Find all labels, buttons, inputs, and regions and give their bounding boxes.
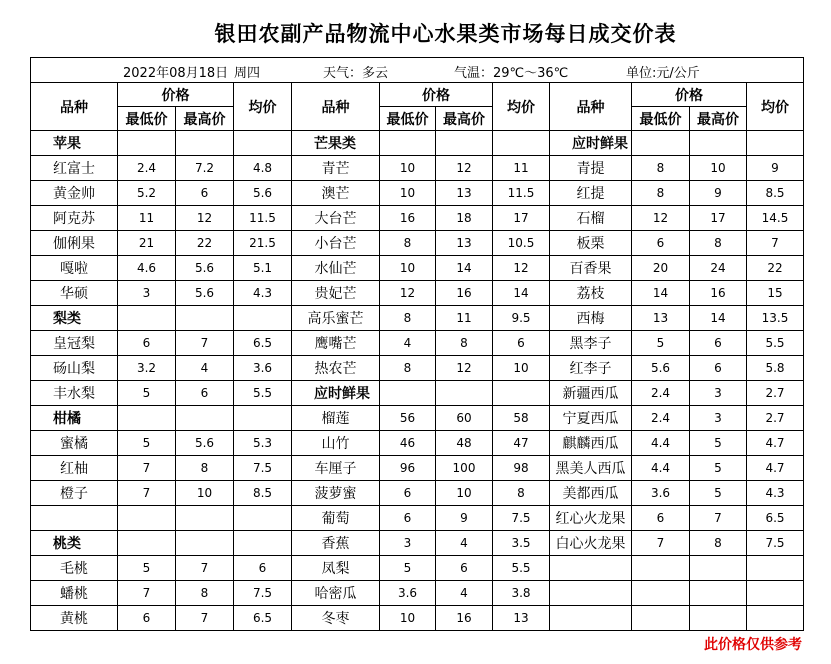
min-price-cell: 10 [380,156,436,181]
max-price-cell: 5 [690,481,747,506]
min-price-cell: 2.4 [632,381,690,406]
avg-price-cell: 7.5 [234,456,292,481]
variety-cell: 白心火龙果 [550,531,632,556]
max-price-cell: 7 [176,606,234,631]
avg-price-cell: 3.5 [493,531,550,556]
table-row [31,331,804,356]
variety-cell: 西梅 [550,306,632,331]
price-header: 价格 [632,83,747,107]
variety-cell: 百香果 [550,256,632,281]
category-label: 梨类 [31,306,118,331]
max-price-cell: 6 [436,556,493,581]
table-row [31,231,804,256]
category-label: 柑橘 [31,406,118,431]
variety-cell: 青芒 [292,156,380,181]
min-price-header: 最低价 [118,107,176,131]
avg-price-cell: 5.8 [747,356,804,381]
variety-cell: 蟠桃 [31,581,118,606]
min-price-cell: 56 [380,406,436,431]
weather-text: 天气：多云 [323,66,389,81]
min-price-cell: 2.4 [118,156,176,181]
avg-price-cell: 6 [234,556,292,581]
variety-cell: 红富士 [31,156,118,181]
avg-price-cell: 6 [493,331,550,356]
variety-cell: 阿克苏 [31,206,118,231]
variety-cell: 新疆西瓜 [550,381,632,406]
variety-cell: 车厘子 [292,456,380,481]
variety-cell: 皇冠梨 [31,331,118,356]
min-price-cell: 4.6 [118,256,176,281]
avg-price-cell: 7.5 [234,581,292,606]
max-price-cell: 60 [436,406,493,431]
variety-cell: 香蕉 [292,531,380,556]
variety-cell: 热农芒 [292,356,380,381]
variety-cell: 板栗 [550,231,632,256]
min-price-cell: 3 [380,531,436,556]
avg-price-cell: 7.5 [493,506,550,531]
max-price-cell: 6 [176,181,234,206]
max-price-cell: 4 [436,531,493,556]
avg-price-cell: 12 [493,256,550,281]
min-price-cell: 7 [118,581,176,606]
empty-cell [380,381,436,406]
avg-price-cell: 22 [747,256,804,281]
variety-cell: 红李子 [550,356,632,381]
variety-cell: 青提 [550,156,632,181]
min-price-cell: 5.6 [632,356,690,381]
max-price-cell: 5 [690,456,747,481]
max-price-cell: 5.6 [176,431,234,456]
avg-price-cell: 11.5 [493,181,550,206]
max-price-cell: 8 [690,531,747,556]
variety-cell: 蜜橘 [31,431,118,456]
empty-cell [176,506,234,531]
min-price-cell: 5 [632,331,690,356]
max-price-cell: 4 [176,356,234,381]
empty-cell [234,506,292,531]
page-title: 银田农副产品物流中心水果类市场每日成交价表 [214,22,677,46]
variety-cell: 大台芒 [292,206,380,231]
variety-cell: 小台芒 [292,231,380,256]
avg-price-cell: 4.7 [747,456,804,481]
price-header: 价格 [118,83,234,107]
avg-price-cell: 14 [493,281,550,306]
variety-cell: 冬枣 [292,606,380,631]
table-row [31,481,804,506]
empty-cell [176,531,234,556]
avg-price-cell: 58 [493,406,550,431]
min-price-cell: 5 [118,556,176,581]
max-price-cell: 8 [690,231,747,256]
min-price-cell: 5 [118,381,176,406]
avg-price-cell: 3.6 [234,356,292,381]
max-price-cell: 9 [436,506,493,531]
avg-price-cell: 13 [493,606,550,631]
variety-header: 品种 [31,83,118,131]
max-price-cell: 48 [436,431,493,456]
max-price-cell: 12 [436,156,493,181]
max-price-cell: 9 [690,181,747,206]
empty-cell [234,531,292,556]
empty-cell [234,131,292,156]
table-row [31,156,804,181]
max-price-cell: 7.2 [176,156,234,181]
max-price-cell: 8 [436,331,493,356]
max-price-cell: 16 [436,606,493,631]
empty-cell [493,381,550,406]
date-text: 2022年08月18日 [123,66,229,81]
avg-price-cell: 13.5 [747,306,804,331]
empty-cell [176,306,234,331]
empty-cell [690,131,747,156]
min-price-cell: 16 [380,206,436,231]
table-row [31,556,804,581]
variety-cell: 黑李子 [550,331,632,356]
empty-cell [176,406,234,431]
max-price-cell: 10 [436,481,493,506]
category-label: 应时鲜果 [550,131,632,156]
max-price-cell: 7 [690,506,747,531]
empty-cell [234,406,292,431]
table-row [31,531,804,556]
min-price-cell: 6 [118,606,176,631]
min-price-cell: 5 [380,556,436,581]
variety-cell: 榴莲 [292,406,380,431]
info-row [31,58,804,83]
variety-cell: 黄金帅 [31,181,118,206]
temperature-text: 气温：29℃～36℃ [454,66,569,81]
min-price-cell: 6 [632,231,690,256]
avg-price-cell: 8.5 [234,481,292,506]
min-price-cell: 12 [632,206,690,231]
max-price-cell: 10 [690,156,747,181]
variety-cell: 美都西瓜 [550,481,632,506]
variety-cell: 伽俐果 [31,231,118,256]
min-price-header: 最低价 [632,107,690,131]
min-price-cell: 8 [632,156,690,181]
max-price-cell: 5.6 [176,281,234,306]
min-price-cell: 3.2 [118,356,176,381]
variety-cell: 砀山梨 [31,356,118,381]
variety-cell: 凤梨 [292,556,380,581]
empty-cell [31,506,118,531]
empty-cell [118,531,176,556]
min-price-cell: 8 [380,306,436,331]
max-price-header: 最高价 [176,107,234,131]
table-row [31,456,804,481]
empty-cell [690,556,747,581]
empty-cell [118,131,176,156]
min-price-cell: 3.6 [380,581,436,606]
variety-cell: 红心火龙果 [550,506,632,531]
max-price-cell: 14 [690,306,747,331]
variety-cell: 黑美人西瓜 [550,456,632,481]
avg-price-cell: 21.5 [234,231,292,256]
table-row [31,181,804,206]
table-row [31,406,804,431]
max-price-cell: 100 [436,456,493,481]
avg-price-cell: 5.3 [234,431,292,456]
avg-header: 均价 [234,83,292,131]
table-row [31,306,804,331]
category-label: 应时鲜果 [292,381,380,406]
min-price-cell: 7 [118,481,176,506]
table-row [31,506,804,531]
variety-cell: 葡萄 [292,506,380,531]
min-price-cell: 6 [380,481,436,506]
min-price-cell: 8 [380,356,436,381]
empty-cell [493,131,550,156]
avg-price-cell: 4.3 [234,281,292,306]
min-price-cell: 12 [380,281,436,306]
avg-price-cell: 4.3 [747,481,804,506]
min-price-cell: 3 [118,281,176,306]
avg-price-cell: 3.8 [493,581,550,606]
max-price-cell: 7 [176,556,234,581]
empty-cell [632,556,690,581]
variety-cell: 澳芒 [292,181,380,206]
max-price-cell: 6 [690,331,747,356]
empty-cell [690,606,747,631]
min-price-cell: 20 [632,256,690,281]
max-price-cell: 16 [690,281,747,306]
min-price-cell: 46 [380,431,436,456]
empty-cell [747,556,804,581]
avg-price-cell: 5.1 [234,256,292,281]
variety-cell: 鹰嘴芒 [292,331,380,356]
avg-price-cell: 6.5 [234,331,292,356]
max-price-cell: 3 [690,406,747,431]
variety-header: 品种 [292,83,380,131]
avg-price-cell: 47 [493,431,550,456]
variety-cell: 嘎啦 [31,256,118,281]
avg-price-cell: 7.5 [747,531,804,556]
max-price-cell: 3 [690,381,747,406]
variety-cell: 高乐蜜芒 [292,306,380,331]
avg-price-cell: 11.5 [234,206,292,231]
category-label: 桃类 [31,531,118,556]
empty-cell [747,606,804,631]
min-price-cell: 7 [118,456,176,481]
table-row [31,131,804,156]
max-price-cell: 14 [436,256,493,281]
avg-price-cell: 5.5 [493,556,550,581]
max-price-cell: 24 [690,256,747,281]
variety-cell: 麒麟西瓜 [550,431,632,456]
empty-cell [118,406,176,431]
min-price-cell: 10 [380,606,436,631]
avg-price-cell: 5.5 [234,381,292,406]
empty-cell [436,131,493,156]
footnote: 此价格仅供参考 [704,637,802,653]
avg-price-cell: 8.5 [747,181,804,206]
variety-cell: 红柚 [31,456,118,481]
empty-cell [118,306,176,331]
min-price-cell: 4.4 [632,431,690,456]
min-price-cell: 6 [380,506,436,531]
variety-cell: 黄桃 [31,606,118,631]
max-price-cell: 17 [690,206,747,231]
empty-cell [550,606,632,631]
min-price-cell: 5.2 [118,181,176,206]
table-row [31,381,804,406]
table-row [31,206,804,231]
variety-cell: 哈密瓜 [292,581,380,606]
variety-cell: 贵妃芒 [292,281,380,306]
max-price-cell: 6 [176,381,234,406]
min-price-cell: 14 [632,281,690,306]
max-price-cell: 5.6 [176,256,234,281]
empty-cell [747,131,804,156]
avg-header: 均价 [747,83,804,131]
avg-price-cell: 98 [493,456,550,481]
max-price-cell: 16 [436,281,493,306]
header-row-1 [31,83,804,107]
variety-cell: 石榴 [550,206,632,231]
category-label: 苹果 [31,131,118,156]
table-row [31,281,804,306]
empty-cell [632,606,690,631]
variety-header: 品种 [550,83,632,131]
variety-cell: 山竹 [292,431,380,456]
table-row [31,431,804,456]
avg-price-cell: 9 [747,156,804,181]
variety-cell: 宁夏西瓜 [550,406,632,431]
header-row-2 [31,107,804,131]
empty-cell [632,131,690,156]
min-price-header: 最低价 [380,107,436,131]
table-row [31,606,804,631]
empty-cell [550,556,632,581]
table-row [31,581,804,606]
avg-price-cell: 14.5 [747,206,804,231]
empty-cell [550,581,632,606]
avg-price-cell: 5.6 [234,181,292,206]
min-price-cell: 8 [380,231,436,256]
min-price-cell: 5 [118,431,176,456]
min-price-cell: 13 [632,306,690,331]
max-price-cell: 7 [176,331,234,356]
variety-cell: 橙子 [31,481,118,506]
min-price-cell: 96 [380,456,436,481]
min-price-cell: 21 [118,231,176,256]
avg-price-cell: 2.7 [747,406,804,431]
max-price-cell: 12 [176,206,234,231]
variety-cell: 毛桃 [31,556,118,581]
avg-price-cell: 9.5 [493,306,550,331]
avg-price-cell: 6.5 [747,506,804,531]
min-price-cell: 2.4 [632,406,690,431]
table-row [31,256,804,281]
empty-cell [176,131,234,156]
avg-price-cell: 17 [493,206,550,231]
max-price-cell: 11 [436,306,493,331]
max-price-header: 最高价 [436,107,493,131]
max-price-cell: 8 [176,581,234,606]
empty-cell [436,381,493,406]
avg-price-cell: 5.5 [747,331,804,356]
max-price-cell: 6 [690,356,747,381]
min-price-cell: 7 [632,531,690,556]
avg-price-cell: 7 [747,231,804,256]
max-price-cell: 18 [436,206,493,231]
min-price-cell: 10 [380,181,436,206]
empty-cell [118,506,176,531]
max-price-cell: 13 [436,231,493,256]
avg-header: 均价 [493,83,550,131]
variety-cell: 华硕 [31,281,118,306]
empty-cell [690,581,747,606]
avg-price-cell: 4.8 [234,156,292,181]
avg-price-cell: 15 [747,281,804,306]
empty-cell [747,581,804,606]
max-price-cell: 13 [436,181,493,206]
avg-price-cell: 2.7 [747,381,804,406]
min-price-cell: 4.4 [632,456,690,481]
max-price-cell: 12 [436,356,493,381]
weekday-text: 周四 [234,66,261,81]
variety-cell: 丰水梨 [31,381,118,406]
table-row [31,356,804,381]
price-header: 价格 [380,83,493,107]
min-price-cell: 6 [632,506,690,531]
variety-cell: 菠萝蜜 [292,481,380,506]
avg-price-cell: 4.7 [747,431,804,456]
variety-cell: 荔枝 [550,281,632,306]
empty-cell [632,581,690,606]
min-price-cell: 10 [380,256,436,281]
min-price-cell: 6 [118,331,176,356]
max-price-cell: 8 [176,456,234,481]
empty-cell [380,131,436,156]
max-price-cell: 22 [176,231,234,256]
avg-price-cell: 8 [493,481,550,506]
avg-price-cell: 6.5 [234,606,292,631]
empty-cell [234,306,292,331]
max-price-cell: 5 [690,431,747,456]
variety-cell: 水仙芒 [292,256,380,281]
variety-cell: 红提 [550,181,632,206]
price-table [30,57,804,631]
max-price-header: 最高价 [690,107,747,131]
category-label: 芒果类 [292,131,380,156]
min-price-cell: 8 [632,181,690,206]
avg-price-cell: 11 [493,156,550,181]
min-price-cell: 3.6 [632,481,690,506]
max-price-cell: 10 [176,481,234,506]
min-price-cell: 11 [118,206,176,231]
max-price-cell: 4 [436,581,493,606]
min-price-cell: 4 [380,331,436,356]
unit-text: 单位:元/公斤 [626,66,700,81]
avg-price-cell: 10 [493,356,550,381]
avg-price-cell: 10.5 [493,231,550,256]
